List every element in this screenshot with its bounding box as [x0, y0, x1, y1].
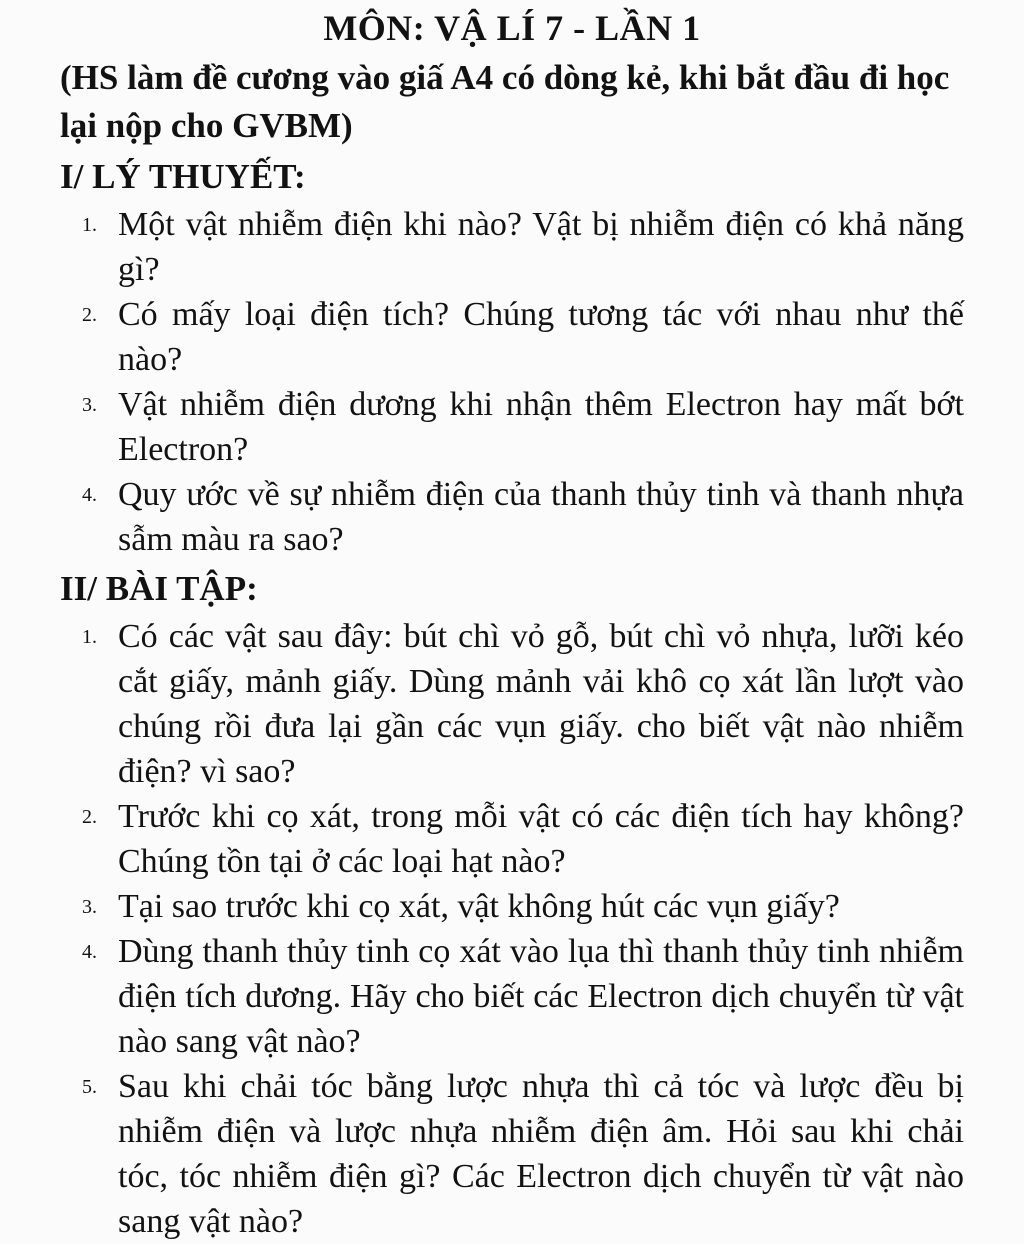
section-heading-exercises: II/ BÀI TẬP: — [60, 569, 258, 608]
list-item — [60, 292, 964, 382]
question-number: 1. — [82, 214, 97, 236]
section-heading-theory: I/ LÝ THUYẾT: — [60, 157, 306, 196]
question-number: 3. — [82, 394, 97, 416]
question-number: 4. — [82, 484, 97, 506]
question-number: 1. — [82, 626, 97, 648]
question-text: Có các vật sau đây: bút chì vỏ gỗ, bút chì vỏ nhựa, lưỡi kéo cắt giấy, mảnh giấy. Dùng mảnh vải khô cọ xát lần lượt vào chúng rồi đưa lại gần các vụn giấy. cho biết vật nào nhiễm điện? vì sao? — [118, 618, 964, 790]
question-number: 2. — [82, 806, 97, 828]
question-number: 5. — [82, 1076, 97, 1098]
question-text: Sau khi chải tóc bằng lược nhựa thì cả tóc và lược đều bị nhiễm điện và lược nhựa nhiễm điện âm. Hỏi sau khi chải tóc, tóc nhiễm điện gì? Các Electron dịch chuyển từ vật nào sang vật nào? — [118, 1068, 964, 1240]
question-text: Vật nhiễm điện dương khi nhận thêm Electron hay mất bớt Electron? — [118, 386, 964, 468]
submission-note: (HS làm đề cương vào giấ A4 có dòng kẻ, khi bắt đầu đi học lại nộp cho GVBM) — [60, 58, 950, 145]
question-text: Quy ước về sự nhiễm điện của thanh thủy tinh và thanh nhựa sẫm màu ra sao? — [118, 476, 964, 558]
list-item — [60, 1064, 964, 1244]
page-title: MÔN: VẬ LÍ 7 - LẦN 1 — [323, 8, 701, 48]
list-item — [60, 614, 964, 794]
theory-question-list — [60, 202, 964, 562]
question-text: Dùng thanh thủy tinh cọ xát vào lụa thì thanh thủy tinh nhiễm điện tích dương. Hãy cho biết các Electron dịch chuyển từ vật nào sang vật nào? — [118, 933, 964, 1060]
question-text: Trước khi cọ xát, trong mỗi vật có các điện tích hay không? Chúng tồn tại ở các loại hạt nào? — [118, 798, 964, 880]
exercise-question-list — [60, 614, 964, 1244]
question-number: 4. — [82, 941, 97, 963]
list-item — [60, 472, 964, 562]
question-number: 3. — [82, 896, 97, 918]
list-item — [60, 382, 964, 472]
list-item — [60, 794, 964, 884]
list-item — [60, 929, 964, 1064]
question-text: Tại sao trước khi cọ xát, vật không hút các vụn giấy? — [118, 888, 840, 925]
list-item — [60, 202, 964, 292]
question-text: Có mấy loại điện tích? Chúng tương tác với nhau như thế nào? — [118, 296, 964, 378]
question-text: Một vật nhiễm điện khi nào? Vật bị nhiễm điện có khả năng gì? — [118, 206, 964, 288]
question-number: 2. — [82, 304, 97, 326]
list-item — [60, 884, 964, 929]
